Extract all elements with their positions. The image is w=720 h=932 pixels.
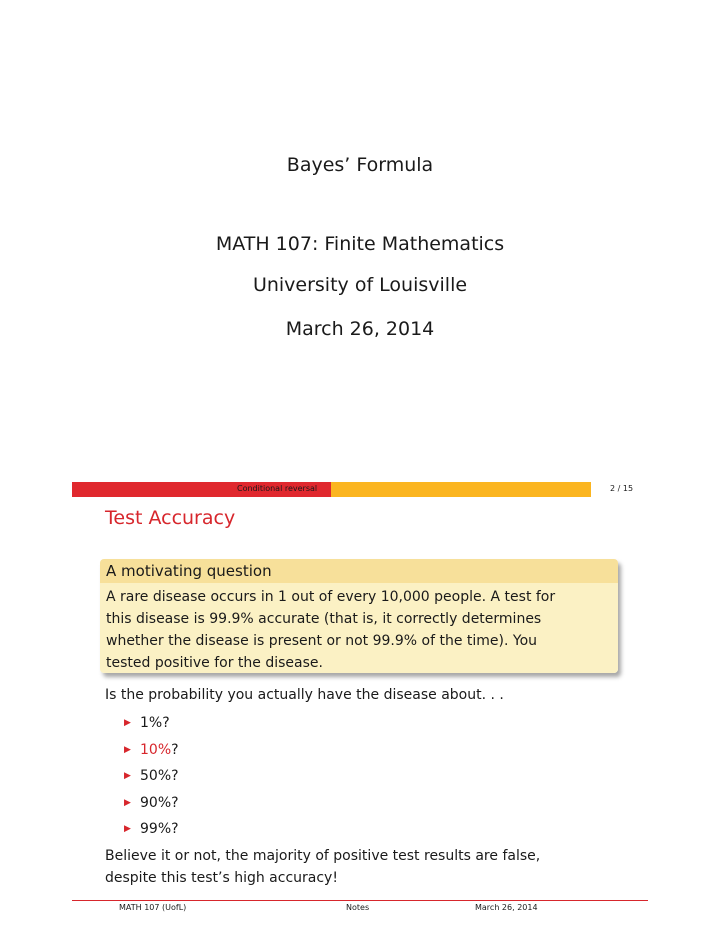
option-value: 99% bbox=[140, 821, 172, 837]
option-suffix: ? bbox=[171, 794, 179, 811]
section-label: Conditional reversal bbox=[237, 484, 318, 493]
block-line: whether the disease is present or not 99.9% of the time). You bbox=[106, 633, 538, 649]
list-item bbox=[124, 710, 179, 737]
triangle-bullet-icon: ▶ bbox=[124, 771, 131, 781]
option-value: 1% bbox=[140, 715, 163, 731]
document-title: Bayes’ Formula bbox=[286, 154, 434, 176]
triangle-bullet-icon: ▶ bbox=[124, 718, 131, 728]
option-value: 50% bbox=[140, 768, 172, 784]
list-item bbox=[124, 816, 179, 843]
conclusion-text bbox=[105, 845, 605, 889]
option-suffix: ? bbox=[171, 768, 179, 784]
conclusion-line: despite this test’s high accuracy! bbox=[105, 870, 338, 886]
page-number: 2 / 15 bbox=[610, 484, 634, 493]
motivating-question-block bbox=[100, 559, 618, 673]
option-suffix: ? bbox=[171, 821, 179, 837]
institution-name: University of Louisville bbox=[252, 274, 468, 296]
block-line: tested positive for the disease. bbox=[106, 655, 323, 671]
list-item bbox=[124, 737, 179, 764]
block-title: A motivating question bbox=[100, 559, 618, 583]
triangle-bullet-icon: ▶ bbox=[124, 824, 131, 834]
slide-header-bar bbox=[72, 482, 591, 497]
course-name: MATH 107: Finite Mathematics bbox=[215, 233, 505, 255]
option-value: 90% bbox=[140, 794, 172, 811]
option-suffix: ? bbox=[171, 741, 179, 758]
block-body bbox=[100, 583, 618, 673]
footer-date: March 26, 2014 bbox=[475, 903, 538, 912]
header-bar-yellow-segment bbox=[331, 482, 591, 497]
list-item bbox=[124, 790, 179, 817]
answer-options-list bbox=[124, 710, 179, 843]
triangle-bullet-icon: ▶ bbox=[124, 797, 131, 808]
option-suffix: ? bbox=[162, 715, 170, 731]
frame-title: Test Accuracy bbox=[105, 507, 236, 529]
title-date: March 26, 2014 bbox=[285, 318, 435, 340]
footer-course: MATH 107 (UofL) bbox=[119, 903, 187, 912]
triangle-bullet-icon: ▶ bbox=[124, 744, 131, 755]
footer-mode: Notes bbox=[346, 903, 370, 912]
footer-rule bbox=[72, 900, 648, 901]
question-text: Is the probability you actually have the disease about. . . bbox=[105, 687, 504, 703]
list-item bbox=[124, 763, 179, 790]
block-line: A rare disease occurs in 1 out of every 10,000 people. A test for bbox=[106, 589, 556, 605]
option-value-highlighted: 10% bbox=[140, 741, 172, 758]
conclusion-line: Believe it or not, the majority of positive test results are false, bbox=[105, 848, 541, 864]
block-line: this disease is 99.9% accurate (that is, it correctly determines bbox=[106, 611, 542, 627]
